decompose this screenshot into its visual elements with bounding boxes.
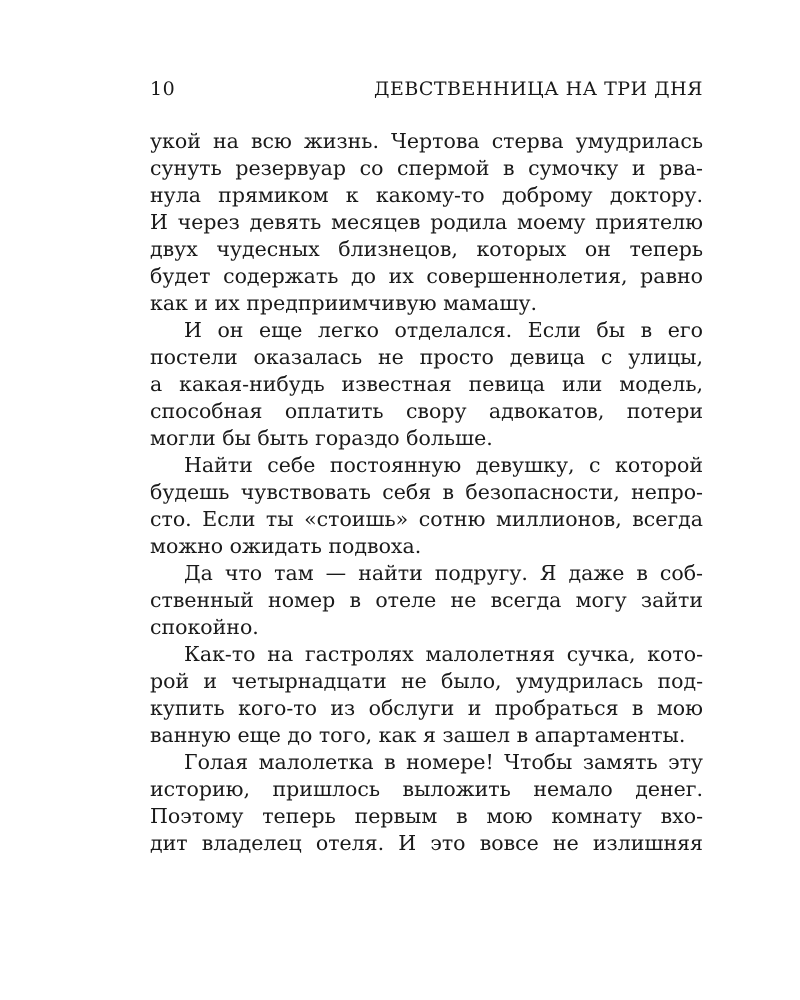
text-line: способная оплатить свору адвокатов, потери	[150, 399, 703, 423]
text-line: купить кого-то из обслуги и пробраться в мою	[150, 696, 703, 720]
paragraph	[150, 452, 703, 560]
text-line: историю, пришлось выложить немало денег.	[150, 777, 703, 801]
text-line: спокойно.	[150, 615, 259, 639]
paragraph	[150, 641, 703, 749]
paragraph	[150, 317, 703, 452]
text-line: сунуть резервуар со спермой в сумочку и рва-	[150, 156, 703, 180]
text-line: дит владелец отеля. И это вовсе не излишняя	[150, 831, 703, 855]
text-line: ванную еще до того, как я зашел в апартаменты.	[150, 723, 686, 747]
text-line: будет содержать до их совершеннолетия, равно	[150, 264, 703, 288]
text-line: как и их предприимчивую мамашу.	[150, 291, 538, 315]
body-text	[150, 128, 703, 857]
text-line: Как-то на гастролях малолетняя сучка, кото-	[184, 642, 703, 666]
text-line: рой и четырнадцати не было, умудрилась под-	[150, 669, 703, 693]
text-line: Поэтому теперь первым в мою комнату вхо-	[150, 804, 703, 828]
text-line: а какая-нибудь известная певица или модель,	[150, 372, 703, 396]
text-line: сто. Если ты «стоишь» сотню миллионов, всегда	[150, 507, 703, 531]
text-line: Да что там — найти подругу. Я даже в соб-	[184, 561, 703, 585]
page-number: 10	[150, 78, 176, 100]
text-line: Голая малолетка в номере! Чтобы замять эту	[184, 750, 703, 774]
text-line: И он еще легко отделался. Если бы в его	[184, 318, 703, 342]
text-line: постели оказалась не просто девица с улицы,	[150, 345, 703, 369]
running-header	[150, 74, 703, 106]
text-line: Найти себе постоянную девушку, с которой	[184, 453, 703, 477]
text-line: нула прямиком к какому-то доброму доктору.	[150, 183, 703, 207]
running-title: ДЕВСТВЕННИЦА НА ТРИ ДНЯ	[374, 78, 703, 100]
text-line: ственный номер в отеле не всегда могу зайти	[150, 588, 703, 612]
paragraph	[150, 128, 703, 317]
book-page	[150, 74, 703, 857]
text-line: можно ожидать подвоха.	[150, 534, 422, 558]
paragraph	[150, 749, 703, 857]
text-line: двух чудесных близнецов, которых он теперь	[150, 237, 703, 261]
text-line: укой на всю жизнь. Чертова стерва умудрилась	[150, 129, 703, 153]
text-line: могли бы быть гораздо больше.	[150, 426, 493, 450]
text-line: И через девять месяцев родила моему приятелю	[150, 210, 703, 234]
text-line: будешь чувствовать себя в безопасности, непро-	[150, 480, 703, 504]
paragraph	[150, 560, 703, 641]
